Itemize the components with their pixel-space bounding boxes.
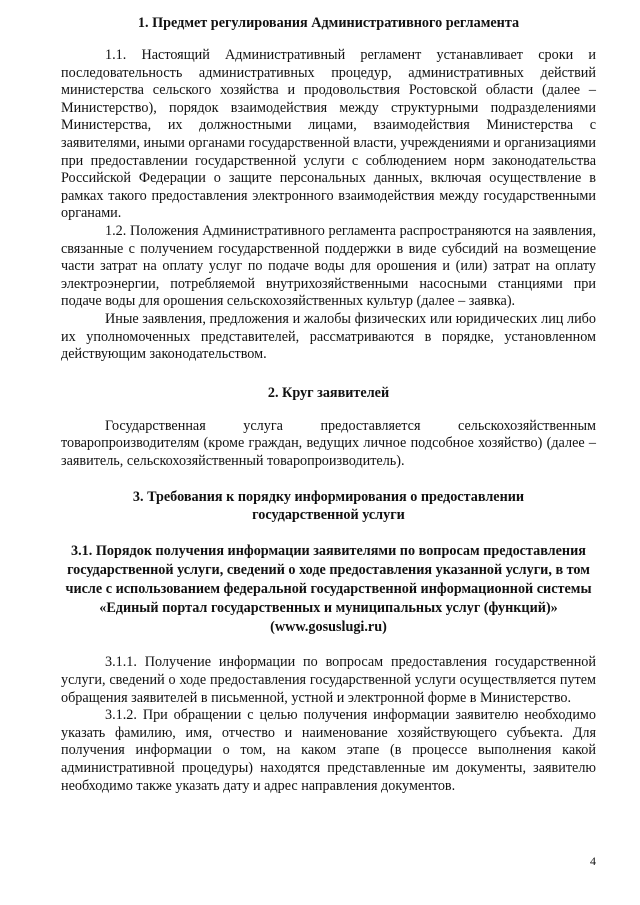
paragraph-1-1: 1.1. Настоящий Административный регламент устанавливает сроки и последовательность административных процедур, административных действий министерства сельского хозяйства и продовольствия Ростовской области (далее – Министерство), порядок взаимодействия между структурными подразделениями Министерства, их должностными лицами, взаимодействия Министерства с заявителями, иными органами государственной власти, учреждениями и организациями при предоставлении государственной услуги с соблюдением норм законодательства Российской Федерации о защите персональных данных, включая осуществление в рамках такого предоставления электронного взаимодействия между государственными органами. — [61, 47, 596, 222]
subsection-3-1-title: 3.1. Порядок получения информации заявителями по вопросам предоставления государственной услуги, сведений о ходе предоставления указанной услуги, в том числе с использованием федеральной государственной информационной системы «Единый портал государственных и муниципальных услуг (функций)» (www.gosuslugi.ru) — [65, 543, 592, 636]
section-3-title — [61, 488, 596, 524]
paragraph-1-2: 1.2. Положения Административного регламента распространяются на заявления, связанные с получением государственной поддержки в виде субсидий на возмещение части затрат на оплату услуг по подаче воды для орошения и (или) затрат на оплату электроэнергии, потребляемой внутрихозяйственными насосными станциями при подаче воды для орошения сельскохозяйственных культур (далее – заявка). — [61, 222, 596, 310]
paragraph-3-1-2: 3.1.2. При обращении с целью получения информации заявителю необходимо указать фамилию, имя, отчество и наименование хозяйствующего субъекта. Для получения информации о том, на каком этапе (в процессе выполнения какой административной процедуры) находятся представленные им документы, заявителю необходимо также указать дату и адрес направления документов. — [61, 707, 596, 794]
section-1-title: 1. Предмет регулирования Административного регламента — [137, 15, 520, 31]
paragraph-1-3: Иные заявления, предложения и жалобы физических или юридических лиц либо их уполномоченных представителей, рассматриваются в порядке, установленном действующим законодательством. — [61, 310, 596, 363]
paragraph-3-1-1: 3.1.1. Получение информации по вопросам предоставления государственной услуги, сведений о ходе предоставления государственной услуги осуществляется путем обращения заявителей в письменной, устной и электронной форме в Министерство. — [61, 654, 596, 706]
section-3-title-line-2: государственной услуги — [252, 507, 405, 524]
paragraph-2-1: Государственная услуга предоставляется сельскохозяйственным товаропроизводителям (кроме граждан, ведущих личное подсобное хозяйство) (далее – заявитель, сельскохозяйственный товаропроизводитель). — [61, 417, 596, 469]
section-2-title: 2. Круг заявителей — [267, 384, 390, 401]
section-3-title-line-1: 3. Требования к порядку информирования о предоставлении — [132, 489, 525, 506]
document-page — [61, 14, 596, 795]
page-number: 4 — [590, 854, 596, 868]
